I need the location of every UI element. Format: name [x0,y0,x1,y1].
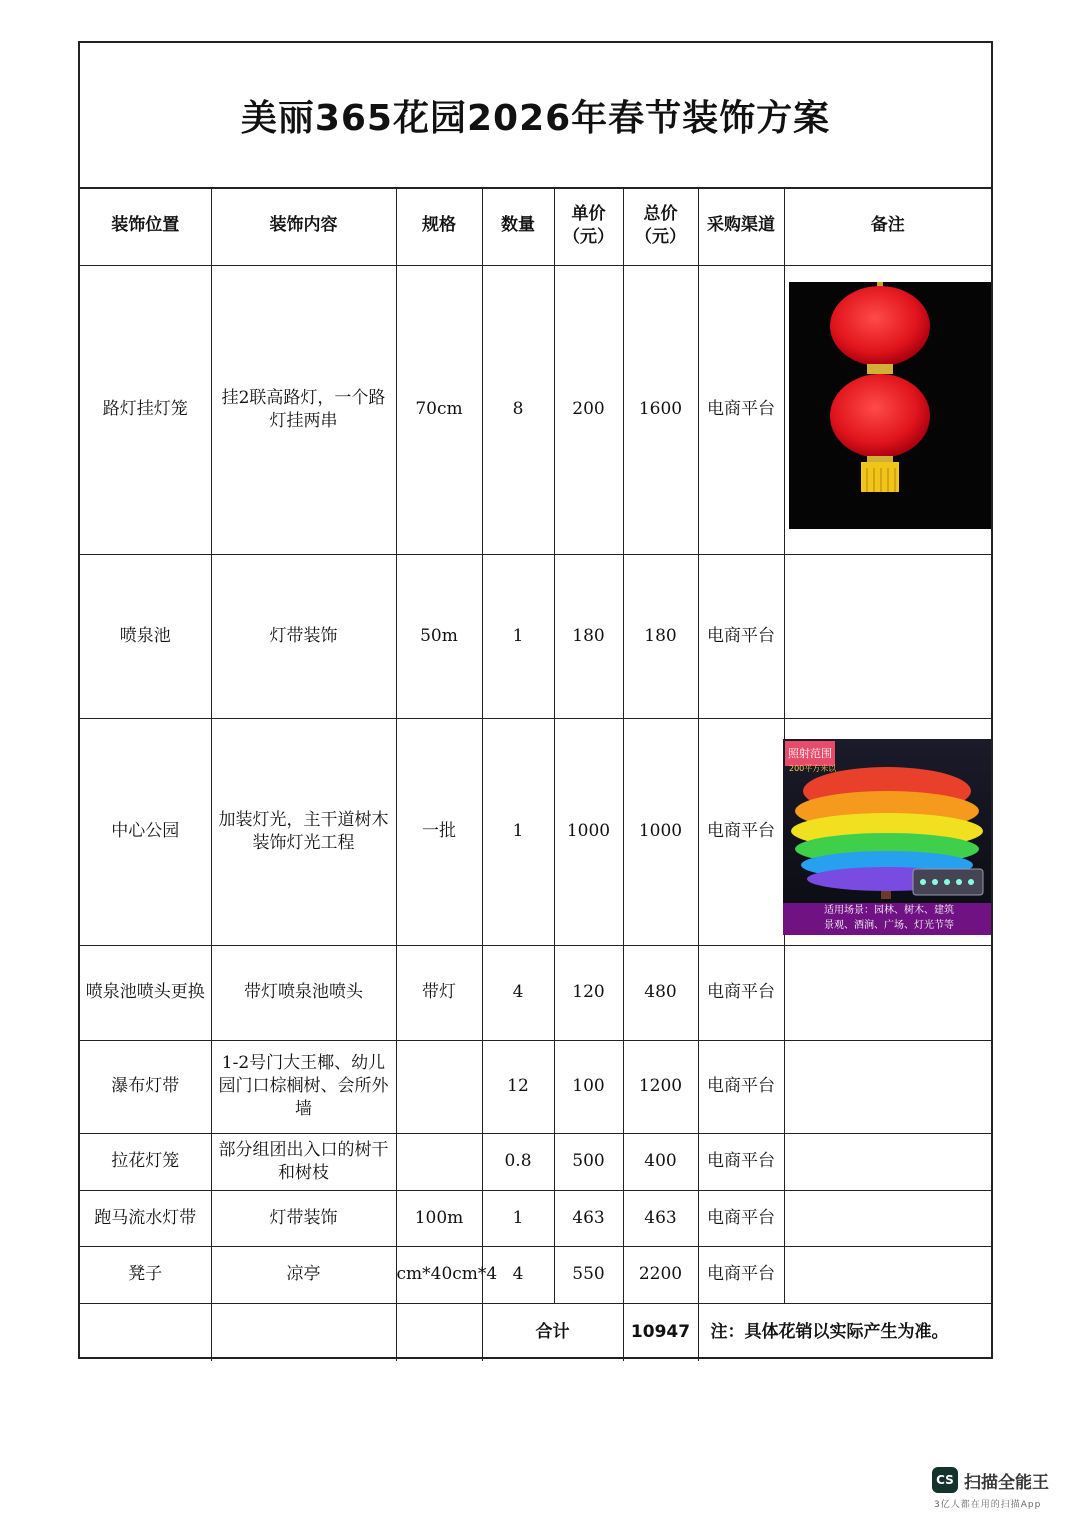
cell-location: 拉花灯笼 [80,1133,211,1190]
empty-cell [80,1303,211,1361]
camscanner-watermark [932,1464,1072,1514]
tree-image-caption [783,903,991,935]
cell-unit-price: 463 [554,1190,623,1246]
cell-remark [784,265,991,554]
cell-location: 凳子 [80,1246,211,1303]
header-content: 装饰内容 [211,187,396,265]
header-unit-price: 单价 （元） [554,187,623,265]
cell-total-price: 400 [623,1133,698,1190]
cell-spec: 一批 [396,718,482,945]
table-row [80,718,991,945]
header-spec: 规格 [396,187,482,265]
cell-channel: 电商平台 [698,1133,784,1190]
table-row [80,945,991,1040]
cell-unit-price: 200 [554,265,623,554]
cell-qty: 1 [482,1190,554,1246]
cell-qty: 0.8 [482,1133,554,1190]
cell-content: 灯带装饰 [211,554,396,718]
table-row [80,265,991,554]
cell-qty: 4 [482,1246,554,1303]
cell-channel: 电商平台 [698,1040,784,1133]
cell-remark [784,1190,991,1246]
cell-channel: 电商平台 [698,1246,784,1303]
cell-content: 部分组团出入口的树干和树枝 [211,1133,396,1190]
camscanner-logo-icon: CS [932,1467,958,1493]
empty-cell [396,1303,482,1361]
cell-location: 中心公园 [80,718,211,945]
cell-remark [784,718,991,945]
header-row [80,187,991,265]
cell-remark [784,1133,991,1190]
header-channel: 采购渠道 [698,187,784,265]
cell-remark [784,1246,991,1303]
cell-remark [784,945,991,1040]
watermark-app-name: 扫描全能王 [964,1473,1049,1493]
cell-channel: 电商平台 [698,554,784,718]
cell-location: 跑马流水灯带 [80,1190,211,1246]
table-row [80,554,991,718]
cell-qty: 1 [482,554,554,718]
lit-tree-image [783,739,991,935]
cell-spec: 100m [396,1190,482,1246]
cell-spec: cm*40cm*4 [396,1246,482,1303]
cell-total-price: 1600 [623,265,698,554]
cell-channel: 电商平台 [698,718,784,945]
watermark-tagline: 3亿人都在用的扫描App [934,1500,1042,1510]
header-qty: 数量 [482,187,554,265]
cell-unit-price: 1000 [554,718,623,945]
cell-remark [784,1040,991,1133]
header-location: 装饰位置 [80,187,211,265]
cell-unit-price: 550 [554,1246,623,1303]
cell-channel: 电商平台 [698,1190,784,1246]
red-lantern-image [789,282,991,529]
cell-qty: 4 [482,945,554,1040]
cell-spec: 带灯 [396,945,482,1040]
tree-caption-line1: 适用场景：园林、树木、建筑 [824,904,954,916]
cell-content: 加装灯光，主干道树木装饰灯光工程 [211,718,396,945]
cell-content: 凉亭 [211,1246,396,1303]
cell-total-price: 180 [623,554,698,718]
total-label: 合计 [482,1303,623,1361]
header-total-price: 总价 （元） [623,187,698,265]
cell-location: 喷泉池喷头更换 [80,945,211,1040]
cell-total-price: 2200 [623,1246,698,1303]
empty-cell [211,1303,396,1361]
cell-total-price: 1200 [623,1040,698,1133]
cell-unit-price: 500 [554,1133,623,1190]
cell-channel: 电商平台 [698,945,784,1040]
cell-spec [396,1133,482,1190]
cell-qty: 1 [482,718,554,945]
tree-caption-line2: 景观、酒涧、广场、灯光节等 [824,919,954,931]
cell-total-price: 480 [623,945,698,1040]
table-row [80,1190,991,1246]
total-row [80,1303,991,1361]
cell-total-price: 463 [623,1190,698,1246]
cell-remark [784,554,991,718]
cell-spec: 50m [396,554,482,718]
total-note: 注：具体花销以实际产生为准。 [698,1303,991,1361]
cell-location: 路灯挂灯笼 [80,265,211,554]
header-remark: 备注 [784,187,991,265]
cell-content: 挂2联高路灯，一个路灯挂两串 [211,265,396,554]
table-row [80,1040,991,1133]
table-row [80,1246,991,1303]
cell-content: 灯带装饰 [211,1190,396,1246]
document-title: 美丽365花园2026年春节装饰方案 [80,43,991,189]
cell-qty: 12 [482,1040,554,1133]
tree-image-sub: 200平方米以 [789,763,837,773]
document-sheet [78,41,993,1359]
cell-content: 1-2号门大王椰、幼儿园门口棕榈树、会所外墙 [211,1040,396,1133]
cell-location: 瀑布灯带 [80,1040,211,1133]
cell-unit-price: 120 [554,945,623,1040]
cell-unit-price: 180 [554,554,623,718]
cell-content: 带灯喷泉池喷头 [211,945,396,1040]
total-value: 10947 [623,1303,698,1361]
cell-total-price: 1000 [623,718,698,945]
cell-unit-price: 100 [554,1040,623,1133]
cell-channel: 电商平台 [698,265,784,554]
cell-qty: 8 [482,265,554,554]
cell-spec: 70cm [396,265,482,554]
tree-image-badge: 照射范围 [785,741,835,766]
cell-location: 喷泉池 [80,554,211,718]
cell-spec [396,1040,482,1133]
decoration-plan-table [80,187,991,1361]
table-row [80,1133,991,1190]
